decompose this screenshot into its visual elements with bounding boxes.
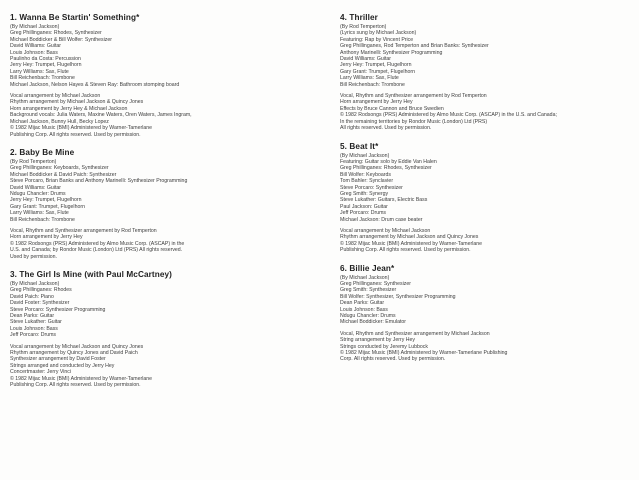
track-title: 4. Thriller [340,13,378,22]
credit-line: Bill Reichenbach: Trombone [10,216,75,223]
track-title: 2. Baby Be Mine [10,147,75,157]
track-notes [10,228,300,260]
note-line: Publishing Corp. All rights reserved. Used by permission. [340,247,471,254]
track-credits [340,24,630,88]
credit-line: Michael Jackson: Drum case beater [340,216,423,223]
credit-line: (Lyrics sung by Michael Jackson) [340,30,417,37]
track-credits [10,281,300,339]
note-line: Vocal arrangement by Michael Jackson [10,93,101,100]
credit-line: Jeff Porcaro: Drums [340,210,387,217]
note-line: Michael Jackson, Bunny Hull, Becky Lopez [10,118,109,125]
credit-line: David Williams: Guitar [10,184,62,191]
credit-line: Bill Reichenbach: Trombone [10,75,75,82]
track-title: 6. Billie Jean* [340,263,395,273]
track-section [10,13,300,138]
note-line: © 1982 Mijac Music (BMI) Administered by Warner-Tamerlane [10,125,153,132]
credit-line: Ndugu Chancler: Drums [10,190,66,197]
track-section [340,264,630,363]
track-title: 3. The Girl Is Mine (with Paul McCartney) [10,270,172,279]
credit-line: Larry Williams: Sax, Flute [340,75,399,82]
note-line: Vocal arrangement by Michael Jackson and Quincy Jones [10,343,144,350]
credit-line: Greg Phillinganes: Rhodes [10,287,72,294]
note-line: Corp. All rights reserved. Used by permission. [340,356,446,363]
note-line: Rhythm arrangement by Michael Jackson & Quincy Jones [10,99,144,106]
credit-line: Jerry Hey: Trumpet, Flugelhorn [10,197,82,204]
credit-line: Anthony Marinelli: Synthesizer Programming [340,49,443,56]
note-line: All rights reserved. Used by permission. [340,125,432,132]
credit-line: Steve Porcaro: Synthesizer Programming [10,306,106,313]
note-line: Background vocals: Julia Waters, Maxine Waters, Oren Waters, James Ingram, [10,112,192,119]
track-section [340,142,630,254]
note-line: Concertmaster: Jerry Vinci [10,369,72,376]
track-title: 1. Wanna Be Startin' Something* [10,13,140,22]
credit-line: Bill Wolfer: Keyboards [340,171,391,178]
credit-line: Steve Porcaro: Synthesizer [340,184,403,191]
note-line: Horn arrangement by Jerry Hey & Michael Jackson [10,105,128,112]
credit-line: Gary Grant: Trumpet, Flugelhorn [340,68,415,75]
note-line: String arrangement by Jerry Hey [340,337,415,344]
note-line: In the remaining territories by Rondor Music (London) Ltd (PRS) [340,118,488,125]
note-line: Strings arranged and conducted by Jerry Hey [10,362,115,369]
credit-line: Dean Parks: Guitar [10,313,55,320]
credit-line: Paulinho da Costa: Percussion [10,56,81,63]
credit-line: Greg Phillinganes: Keyboards, Synthesizer [10,165,109,172]
note-line: Vocal, Rhythm and Synthesizer arrangement by Rod Temperton [340,93,487,100]
credit-line: David Williams: Guitar [10,43,62,50]
note-line: Rhythm arrangement by Quincy Jones and David Paich [10,350,138,357]
note-line: Publishing Corp. All rights reserved. Used by permission. [10,382,141,389]
credit-line: Greg Phillinganes: Synthesizer [340,281,411,287]
note-line: Synthesizer arrangement by David Foster [10,356,106,363]
credit-line: Greg Phillinganes: Rhodes, Synthesizer [10,30,102,37]
note-line: Used by permission. [10,253,57,260]
credit-line: Featuring: Rap by Vincent Price [340,36,414,43]
note-line: U.S. and Canada; by Rondor Music (London) Ltd (PRS) All rights reserved. [10,247,183,254]
credit-line: (By Michael Jackson) [340,274,390,281]
track-credits [10,159,300,223]
track-notes [340,331,630,363]
track-title: 5. Beat It* [340,141,379,151]
credit-line: Greg Smith: Synthesizer [340,287,397,294]
credit-line: Jerry Hey: Trumpet, Flugelhorn [10,62,82,69]
credit-line: (By Rod Temperton) [340,24,387,30]
track-section [10,270,300,389]
credit-line: David Williams: Guitar [340,56,392,63]
credit-line: Gary Grant: Trumpet, Flugelhorn [10,203,85,210]
credit-line: (By Michael Jackson) [10,24,60,30]
note-line: Horn arrangement by Jerry Hey [340,99,413,106]
note-line: Effects by Bruce Cannon and Bruce Swedien [340,105,444,112]
note-line: © 1982 Rodsongs (PRS) Administered by Almo Music Corp. (ASCAP) in the U.S. and Canada; [340,112,557,119]
note-line: Vocal, Rhythm and Synthesizer arrangement by Rod Temperton [10,227,157,234]
note-line: © 1982 Rodsongs (PRS) Administered by Almo Music Corp. (ASCAP) in the [10,240,185,247]
left-column [10,13,300,399]
track-section [10,148,300,260]
credit-line: Greg Phillinganes, Rod Temperton and Brian Banks: Synthesizer [340,43,489,50]
credit-line: Jeff Porcaro: Drums [10,332,57,339]
credit-line: Dean Parks: Guitar [340,300,385,307]
credit-line: Bill Wolfer: Synthesizer, Synthesizer Programming [340,293,456,300]
credit-line: David Foster: Synthesizer [10,300,70,307]
note-line: Strings conducted by Jeremy Lubbock [340,343,428,350]
track-notes [10,93,300,138]
track-credits [340,275,630,326]
credit-line: (By Rod Temperton) [10,158,57,165]
note-line: Vocal arrangement by Michael Jackson [340,227,431,234]
note-line: Vocal, Rhythm and Synthesizer arrangement by Michael Jackson [340,330,490,337]
note-line: Publishing Corp. All rights reserved. Used by permission. [10,131,141,138]
track-credits [10,24,300,88]
credit-line: Tom Bahler: Synclavier [340,178,394,185]
credit-line: Louis Johnson: Bass [10,325,58,332]
right-column [340,13,630,373]
credit-line: Steve Porcaro, Brian Banks and Anthony Marinelli: Synthesizer Programming [10,178,188,185]
track-credits [340,153,630,223]
credit-line: Jerry Hey: Trumpet, Flugelhorn [340,62,412,69]
credit-line: Louis Johnson: Bass [340,306,388,313]
credit-line: David Paich: Piano [10,293,54,300]
note-line: Horn arrangement by Jerry Hey [10,234,83,241]
credit-line: Greg Smith: Synergy [340,190,389,197]
credit-line: Steve Lukather: Guitars, Electric Bass [340,197,428,204]
credit-line: (By Michael Jackson) [10,281,60,287]
track-notes [10,344,300,389]
credit-line: Michael Boddicker & David Paich: Synthesizer [10,171,117,178]
credit-line: Larry Williams: Sax, Flute [10,68,69,75]
credit-line: Michael Boddicker: Emulator [340,319,407,326]
credit-line: Steve Lukather: Guitar [10,319,62,326]
credit-line: Greg Phillinganes: Rhodes, Synthesizer [340,165,432,172]
note-line: © 1982 Mijac Music (BMI) Administered by Warner-Tamerlane [340,240,483,247]
note-line: Rhythm arrangement by Michael Jackson and Quincy Jones [340,234,479,241]
note-line: © 1982 Mijac Music (BMI) Administered by Warner-Tamerlane [10,375,153,382]
credit-line: (By Michael Jackson) [340,152,390,159]
credit-line: Paul Jackson: Guitar [340,203,388,210]
track-section [340,13,630,132]
credit-line: Michael Boddicker & Bill Wolfer: Synthesizer [10,36,112,43]
credit-line: Featuring: Guitar solo by Eddie Van Halen [340,158,437,165]
note-line: © 1982 Mijac Music (BMI) Administered by Warner-Tamerlane Publishing [340,350,508,357]
credit-line: Bill Reichenbach: Trombone [340,81,405,88]
credit-line: Larry Williams: Sax, Flute [10,210,69,217]
track-notes [340,228,630,254]
credit-line: Ndugu Chancler: Drums [340,313,396,320]
track-notes [340,93,630,131]
credit-line: Michael Jackson, Nelson Hayes & Steven Ray: Bathroom stomping board [10,81,180,88]
credit-line: Louis Johnson: Bass [10,49,58,56]
